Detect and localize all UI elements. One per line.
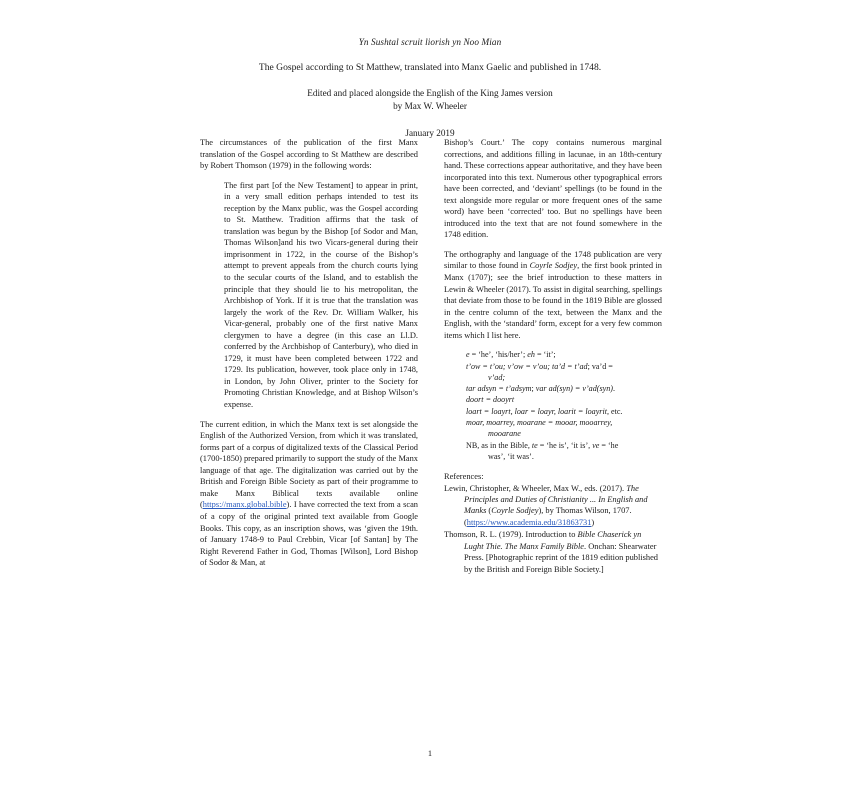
lewin-url-open: ( bbox=[464, 517, 467, 527]
gloss-tow: t’ow = t’ou; v’ow = v’ou; ta’d = t’ad; va’d = bbox=[466, 361, 613, 371]
edited-line bbox=[130, 87, 730, 112]
lewin-manx-title: Coyrle Sodjey bbox=[491, 506, 539, 516]
edited-text: Edited and placed alongside the English of the King James version bbox=[307, 88, 553, 98]
lewin-url-close: ) bbox=[591, 517, 595, 527]
left-column bbox=[200, 137, 418, 569]
author-line: by Max W. Wheeler bbox=[393, 100, 467, 111]
orthography-paragraph bbox=[444, 249, 662, 341]
academia-link[interactable]: https://www.academia.edu/31863731 bbox=[466, 517, 592, 527]
current-edition-text-1: The current edition, in which the Manx text is set alongside the English of the Authorized Version, from which it was translated, forms part of a corpus of digitalized texts of the Classical Period (1700-1850) prepared primarily to support the study of the Manx language of that age. The digitalization was carried out by the British and Foreign Bible Society as part of their programme to make Manx Biblical texts available online ( bbox=[200, 419, 418, 510]
references-heading: References: bbox=[444, 472, 484, 482]
orthography-text-1: The orthography and language of the 1748 publication are very similar to those found in bbox=[444, 249, 662, 271]
current-edition-text-2: ). I have corrected the text from a scan of a copy of the original printed text available from Google Books. This copy, as an inscription shows, was ‘given the 19th. of January 1748-9 to Paul Crebbin, Vicar [of Santan] by The Right Reverend Father in God, Thomas [Wilson], Lord Bishop of Sodor & Man, at bbox=[200, 500, 418, 568]
gloss-doort: doort = dooyrt bbox=[466, 395, 515, 405]
lewin-year: (2017). bbox=[599, 483, 627, 493]
gloss-moar: moar, moarrey, moarane = mooar, mooarrey, bbox=[466, 418, 613, 428]
gloss-e: e = ‘he’, ‘his/her’; eh = ‘it’; bbox=[466, 350, 556, 360]
current-edition-paragraph bbox=[200, 419, 418, 569]
thomson-title: Bible Chaserick yn Lught Thie. The Manx Family Bible bbox=[464, 530, 642, 551]
manx-title: Yn Sushtal scruit liorish yn Noo Mian bbox=[358, 37, 502, 47]
intro-paragraph: The circumstances of the publication of the first Manx translation of the Gospel according to St Matthew are described by Robert Thomson (1979) in the following words: bbox=[200, 138, 418, 171]
lewin-imprint: ), by Thomas Wilson, 1707. bbox=[538, 506, 632, 516]
gloss-tar-adsyn: tar adsyn = t’adsym; var ad(syn) = v’ad(syn). bbox=[466, 384, 615, 394]
lewin-title: The Principles and Duties of Christianity ... In English and Manks bbox=[464, 483, 648, 516]
spelling-gloss-list bbox=[444, 349, 662, 462]
thomson-imprint: . Onchan: Shearwater Press. [Photographic reprint of the 1819 edition published by the British and Foreign Bible Society.] bbox=[464, 541, 658, 574]
manx-bible-link[interactable]: https://manx.global.bible bbox=[202, 500, 287, 510]
document-header bbox=[130, 36, 730, 140]
references-section bbox=[444, 471, 662, 575]
gloss-loart: loart = loayrt, loar = loayr, loarit = loayrit, etc. bbox=[466, 406, 623, 416]
thomson-authors: Thomson, R. L. (1979). Introduction to bbox=[444, 530, 578, 540]
reference-lewin bbox=[444, 483, 662, 529]
gloss-nb-cont: was’, ‘it was’. bbox=[488, 451, 534, 461]
gloss-nb: NB, as in the Bible, te = ‘he is’, ‘it is’, ve = ‘he bbox=[466, 440, 619, 450]
coyrle-sodjey-title: Coyrle Sodjey bbox=[529, 261, 578, 271]
gloss-tow-cont: v’ad; bbox=[488, 372, 506, 382]
lewin-authors: Lewin, Christopher, & Wheeler, Max W., eds. bbox=[444, 483, 598, 493]
right-column bbox=[444, 137, 662, 576]
lewin-paren-open: ( bbox=[486, 506, 492, 516]
reference-thomson bbox=[444, 529, 662, 575]
thomson-blockquote: The first part [of the New Testament] to appear in print, in a very small edition perhaps intended to test its reception by the Manx public, was the Gospel according to St. Matthew. Tradition affirms that the task of translation was begun by the Bishop [of Sodor and Man, Thomas Wilson]and his two Vicars-general during their imprisonment in 1722, in the course of the Bishop’s attempt to prevent appeals from the church courts lying to the secular courts of the Island, and to establish the principle that they should lie to his metropolitan, the Archbishop of York. If it is true that the translation was largely the work of the Rev. Dr. William Walker, his Vicar-general, probably one of the first native Manx clergymen to have a degree (in this case an Ll.D. conferred by the Archbishop of Canterbury), who died in 1729, it must have been completed between 1722 and 1729. Its publication, however, took place only in 1748, in London, by John Oliver, printer to the Society for Promoting Christian Knowledge, and at Bishop Wilson’s expense. bbox=[224, 180, 418, 410]
publication-date: January 2019 bbox=[405, 128, 455, 138]
bishops-court-paragraph: Bishop’s Court.’ The copy contains numerous marginal corrections, and additions filling in lacunae, in an 18th-century hand. These corrections appear authoritative, and they have been incorporated into this text. Numerous other typographical errors have been corrected, and ‘deviant’ spellings (to be found in the text alongside more regular or more frequent ones of the same word) have been ‘corrected’ too. But no spellings have been introduced into the text that are not found somewhere in the 1748 edition. bbox=[444, 138, 662, 240]
orthography-text-2: , the first book printed in Manx (1707); see the brief introduction to these matters in Lewin & Wheeler (2017). To assist in digital searching, spellings that deviate from those to be found in the 1819 Bible are glossed in the centre column of the text, between the Manx and the English, with the ‘standard’ form, except for a very few common items which I list here. bbox=[444, 261, 662, 340]
document-subtitle: The Gospel according to St Matthew, translated into Manx Gaelic and published in 1748. bbox=[258, 62, 602, 73]
page-number: 1 bbox=[427, 749, 433, 758]
gloss-moar-cont: mooarane bbox=[488, 429, 521, 439]
